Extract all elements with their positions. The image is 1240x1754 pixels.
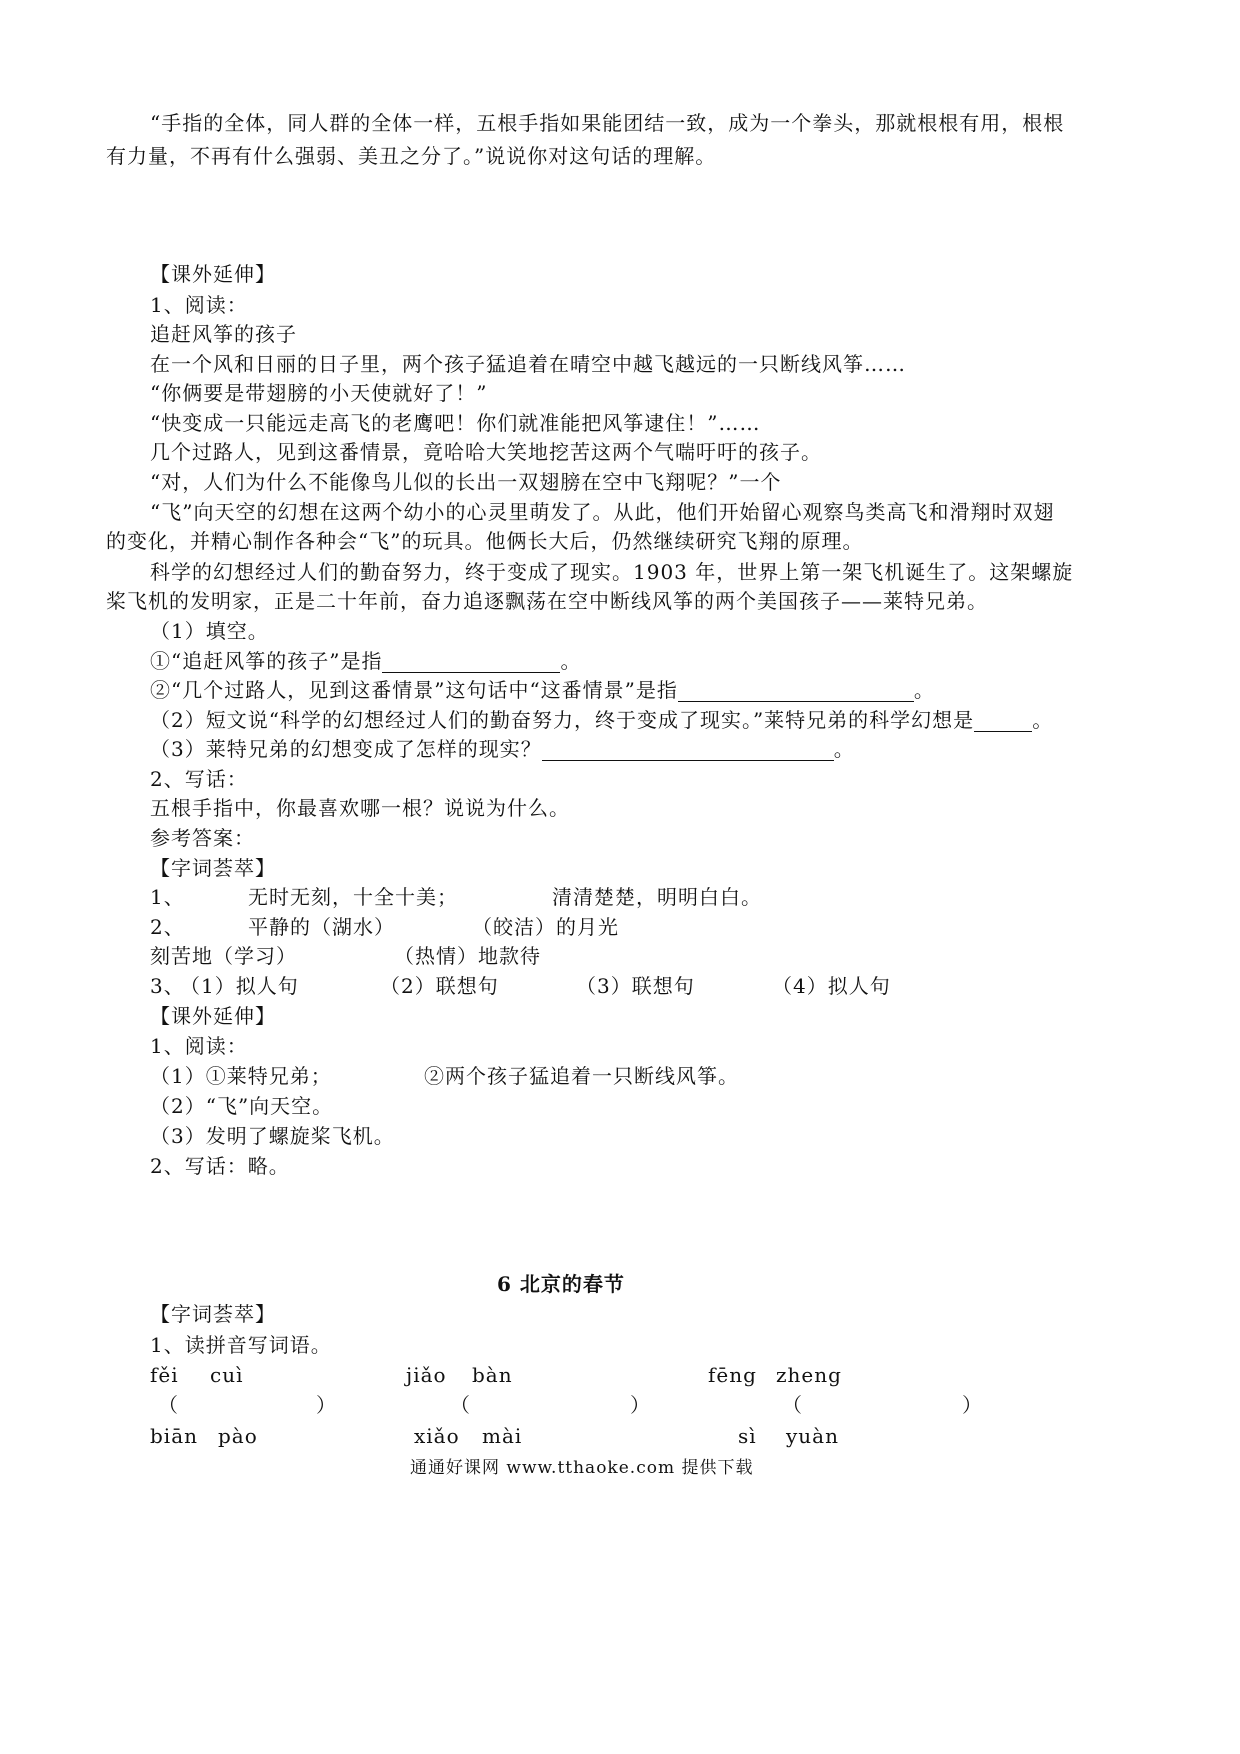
answer-row-3-b: （热情）地款待 (394, 944, 541, 968)
answer-reading-1a: （1）①莱特兄弟； (150, 1064, 332, 1088)
question-3 (150, 737, 855, 761)
question-1a-text: ①“追赶风筝的孩子”是指 (150, 649, 383, 673)
answer-row-2-a: 平静的（湖水） (248, 915, 395, 939)
answer-paren-close: ） (630, 1393, 651, 1417)
question-1b (150, 678, 935, 702)
answer-row-4-item-3: （3）联想句 (576, 974, 695, 998)
story-paragraph-3: “快变成一只能远走高飞的老鹰吧！你们就准能把风筝逮住！”…… (150, 411, 761, 435)
answer-row-4-item-4: （4）拟人句 (772, 974, 891, 998)
lesson-question-1: 1、读拼音写词语。 (150, 1333, 332, 1357)
pinyin-syllable: jiǎo (406, 1363, 447, 1387)
writing-label: 2、写话： (150, 767, 248, 791)
pinyin-syllable: mài (482, 1424, 523, 1448)
answers-reading-label: 1、阅读： (150, 1034, 248, 1058)
answer-reading-3: （3）发明了螺旋桨飞机。 (150, 1124, 395, 1148)
answer-reading-1b: ②两个孩子猛追着一只断线风筝。 (424, 1064, 739, 1088)
pinyin-syllable: bàn (472, 1363, 513, 1387)
answers-header-extension: 【课外延伸】 (150, 1004, 276, 1028)
answer-row-4-num: 3、 (150, 974, 185, 998)
section-header-extension: 【课外延伸】 (150, 262, 276, 286)
intro-line-1: “手指的全体，同人群的全体一样，五根手指如果能团结一致，成为一个拳头，那就根根有用，根根 (150, 111, 1065, 135)
answer-row-2-b: （皎洁）的月光 (472, 915, 619, 939)
pinyin-syllable: fěi (150, 1363, 179, 1387)
answer-row-3-a: 刻苦地（学习） (150, 944, 297, 968)
answer-paren-close: ） (962, 1393, 983, 1417)
answer-row-2-num: 2、 (150, 915, 185, 939)
story-paragraph-7b: 桨飞机的发明家，正是二十年前，奋力追逐飘荡在空中断线风筝的两个美国孩子——莱特兄弟。 (106, 589, 988, 613)
story-paragraph-2: “你俩要是带翅膀的小天使就好了！” (150, 381, 488, 405)
answer-row-1-a: 无时无刻，十全十美； (248, 885, 458, 909)
story-paragraph-5: “对，人们为什么不能像鸟儿似的长出一双翅膀在空中飞翔呢？”一个 (150, 470, 782, 494)
answer-paren-open: （ (158, 1393, 179, 1417)
reading-label: 1、阅读： (150, 293, 248, 317)
story-paragraph-1: 在一个风和日丽的日子里，两个孩子猛追着在晴空中越飞越远的一只断线风筝…… (150, 352, 906, 376)
story-paragraph-7a: 科学的幻想经过人们的勤奋努力，终于变成了现实。1903 年，世界上第一架飞机诞生了。这架螺旋 (150, 560, 1074, 584)
answer-row-4-item-1: （1）拟人句 (180, 974, 299, 998)
answer-blank-2[interactable] (974, 711, 1032, 732)
story-paragraph-6b: 的变化，并精心制作各种会“飞”的玩具。他俩长大后，仍然继续研究飞翔的原理。 (106, 529, 864, 553)
question-2-text: （2）短文说“科学的幻想经过人们的勤奋努力，终于变成了现实。”莱特兄弟的科学幻想是 (150, 708, 975, 732)
answer-row-1-num: 1、 (150, 885, 185, 909)
answer-row-1-b: 清清楚楚，明明白白。 (552, 885, 762, 909)
answers-header-vocab: 【字词荟萃】 (150, 856, 276, 880)
answer-writing: 2、写话：略。 (150, 1154, 290, 1178)
lesson-header-vocab: 【字词荟萃】 (150, 1302, 276, 1326)
answer-paren-open: （ (782, 1393, 803, 1417)
pinyin-syllable: pào (218, 1424, 258, 1448)
pinyin-syllable: yuàn (786, 1424, 839, 1448)
intro-line-2: 有力量，不再有什么强弱、美丑之分了。”说说你对这句话的理解。 (106, 144, 717, 168)
story-paragraph-6a: “飞”向天空的幻想在这两个幼小的心灵里萌发了。从此，他们开始留心观察鸟类高飞和滑翔时双翅 (150, 500, 1055, 524)
question-2-period: 。 (1032, 708, 1054, 732)
answers-label: 参考答案： (150, 826, 255, 850)
writing-prompt: 五根手指中，你最喜欢哪一根？说说为什么。 (150, 796, 570, 820)
question-1b-period: 。 (913, 678, 935, 702)
footer-source: 通通好课网 www.tthaoke.com 提供下载 (410, 1458, 754, 1478)
answer-paren-close: ） (316, 1393, 337, 1417)
pinyin-syllable: sì (738, 1424, 757, 1448)
answer-blank-1a[interactable] (382, 652, 560, 673)
pinyin-syllable: xiǎo (414, 1424, 460, 1448)
question-3-period: 。 (833, 737, 855, 761)
question-1a (150, 649, 581, 673)
story-title: 追赶风筝的孩子 (150, 322, 297, 346)
answer-reading-2: （2）“飞”向天空。 (150, 1094, 334, 1118)
question-3-text: （3）莱特兄弟的幻想变成了怎样的现实？ (150, 737, 542, 761)
question-2 (150, 708, 1053, 732)
question-1b-text: ②“几个过路人，见到这番情景”这句话中“这番情景”是指 (150, 678, 678, 702)
answer-blank-1b[interactable] (678, 681, 914, 702)
question-1: （1）填空。 (150, 619, 269, 643)
pinyin-syllable: fēng (708, 1363, 757, 1387)
question-1a-period: 。 (560, 649, 582, 673)
answer-row-4-item-2: （2）联想句 (380, 974, 499, 998)
pinyin-syllable: cuì (210, 1363, 244, 1387)
answer-paren-open: （ (450, 1393, 471, 1417)
pinyin-syllable: biān (150, 1424, 199, 1448)
pinyin-syllable: zheng (776, 1363, 842, 1387)
story-paragraph-4: 几个过路人，见到这番情景，竟哈哈大笑地挖苦这两个气喘吁吁的孩子。 (150, 440, 822, 464)
lesson-title: 6 北京的春节 (497, 1272, 625, 1296)
answer-blank-3[interactable] (542, 740, 834, 761)
